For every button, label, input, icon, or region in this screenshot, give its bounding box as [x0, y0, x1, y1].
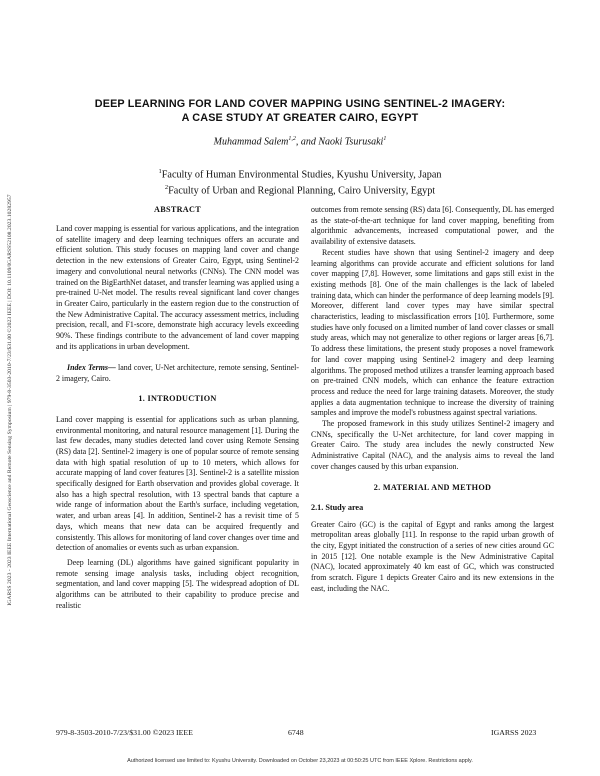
left-column — [56, 205, 299, 612]
index-terms-label: Index Terms— — [67, 363, 116, 373]
author-2-affiliation: 1 — [383, 136, 387, 142]
author-list — [100, 136, 500, 147]
footer-page-number: 6748 — [288, 728, 304, 737]
right-paragraph-1: outcomes from remote sensing (RS) data [6]. Consequently, DL has emerged as the state-of-the-art technique for land cover mapping, benefiting from algorithmic advancements, increased computational power, and the availability of extensive datasets. — [311, 205, 554, 247]
introduction-heading: 1. INTRODUCTION — [138, 393, 217, 403]
right-paragraph-3: The proposed framework in this study utilizes Sentinel-2 imagery and CNNs, specifically the U-Net architecture, for land cover mapping in Greater Cairo. The study area includes the newly constructed New Administrative Capital (NAC), and the analysis aims to reveal the land cover changes caused by this urban expansion. — [311, 419, 554, 471]
title-line-1: DEEP LEARNING FOR LAND COVER MAPPING USING SENTINEL-2 IMAGERY: — [94, 98, 506, 110]
paper-title — [56, 97, 544, 125]
affiliation-1 — [80, 165, 520, 181]
intro-paragraph-1: Land cover mapping is essential for applications such as urban planning, environmental monitoring, and natural resource management [1]. During the last few decades, many studies detected land cover using Remote Sensing (RS) data [2]. Sentinel-2 imagery is one of popular source of remote sensing data with high spatial resolution of up to 10 meters, which allows for accurate mapping of land cover features [3]. Sentinel-2 is a satellite mission specifically designed for Earth observation and provides global coverage. It also has a high spectral resolution, with 13 spectral bands that capture a wide range of information about the Earth's surface, including vegetation, water, and urban areas [4]. In addition, Sentinel-2 has a revisit time of 5 days, which means that new data can be acquired frequently and consistently. This allows for monitoring of land cover changes over time and detection of anomalies or events such as urban expansion. — [56, 414, 299, 553]
right-paragraph-2: Recent studies have shown that using Sentinel-2 imagery and deep learning algorithms can provide accurate and efficient solutions for land cover mapping [7,8]. However, some limitations and gaps still exist in the existing methods [8]. One of the main challenges is the lack of labeled training data, which can hinder the performance of deep learning models [9]. Moreover, different land cover types may have similar spectral characteristics, leading to misclassification errors [10]. Furthermore, some studies have only focused on a limited number of land cover classes or small study areas, which may not generalize to other regions or larger areas [6,7]. To address these limitations, the present study proposes a novel framework for land cover mapping using Sentinel-2 imagery and deep learning algorithms. The proposed method utilizes a transfer learning approach based on pre-trained CNN models, which can enhance the feature extraction process and reduce the need for large training datasets. Moreover, the study applies a data augmentation technique to increase the diversity of training samples and improve the model's robustness against spectral variations. — [311, 247, 554, 418]
footer-conference: IGARSS 2023 — [491, 728, 537, 737]
affiliation-2-marker: 2 — [164, 184, 169, 192]
title-line-2: A CASE STUDY AT GREATER CAIRO, EGYPT — [181, 112, 419, 124]
affiliation-2-text: Faculty of Urban and Regional Planning, Cairo University, Egypt — [168, 185, 436, 197]
index-terms-text: land cover, U-Net architecture, remote sensing, Sentinel-2 imagery, Cairo. — [56, 363, 299, 384]
study-area-heading: 2.1. Study area — [311, 502, 364, 512]
author-1-affiliation: 1,2 — [288, 136, 296, 142]
methods-heading: 2. MATERIAL AND METHOD — [373, 482, 492, 492]
index-terms — [56, 363, 299, 384]
abstract-text: Land cover mapping is essential for various applications, and the integration of satellite imagery and deep learning techniques offers an accurate and efficient solution. This study focuses on mapping land cover and change detection in the new extensions of Greater Cairo, Egypt, using Sentinel-2 imagery and convolutional neural networks (CNNs). The CNN model was trained on the BigEarthNet dataset, and transfer learning was applied using a pre-trained U-Net model. The results reveal significant land cover changes in Greater Cairo, particularly in the eastern region due to the construction of the New Administrative Capital. The accuracy assessment metrics, including precision, recall, and F1-score, demonstrate high accuracy levels exceeding 90%. These findings contribute to the advancement of land cover mapping and its applications in urban development. — [56, 224, 299, 351]
side-citation-text: IGARSS 2023 - 2023 IEEE International Geoscience and Remote Sensing Symposium | 979-8-3503-2010-7/23/$31.00 ©2023 IEEE | DOI: 10.1109/IGARSS52108.2023.10282957 — [7, 194, 13, 606]
license-notice: Authorized licensed use limited to: Kyushu University. Downloaded on October 23,2023 at 00:50:25 UTC from IEEE Xplore. Restrictions apply. — [127, 758, 473, 764]
author-2-name: Naoki Tsurusaki — [318, 136, 384, 148]
affiliations — [80, 165, 520, 198]
affiliation-2 — [80, 181, 520, 197]
affiliation-1-marker: 1 — [158, 168, 162, 175]
author-connector: , and — [295, 136, 316, 148]
study-area-paragraph: Greater Cairo (GC) is the capital of Egypt and ranks among the largest metropolitan areas globally [11]. In response to the rapid urban growth of the city, Egypt initiated the construction of a series of new cities around GC in 2015 [12]. One notable example is the New Administrative Capital (NAC), located approximately 40 km east of GC, which was constructed from scratch. Figure 1 depicts Greater Cairo and its new extensions in the east, including the NAC. — [311, 519, 554, 593]
affiliation-1-text: Faculty of Human Environmental Studies, Kyushu University, Japan — [161, 169, 442, 181]
right-column — [311, 205, 554, 595]
intro-paragraph-2: Deep learning (DL) algorithms have gained significant popularity in remote sensing image analysis tasks, including object recognition, segmentation, and land cover mapping [5]. The widespread adoption of DL algorithms can be attributed to their capability to produce precise and realistic — [56, 557, 299, 610]
footer-copyright: 979-8-3503-2010-7/23/$31.00 ©2023 IEEE — [56, 728, 193, 737]
side-citation-strip — [2, 80, 18, 720]
author-1-name: Muhammad Salem — [213, 136, 289, 148]
abstract-heading: ABSTRACT — [154, 205, 201, 214]
